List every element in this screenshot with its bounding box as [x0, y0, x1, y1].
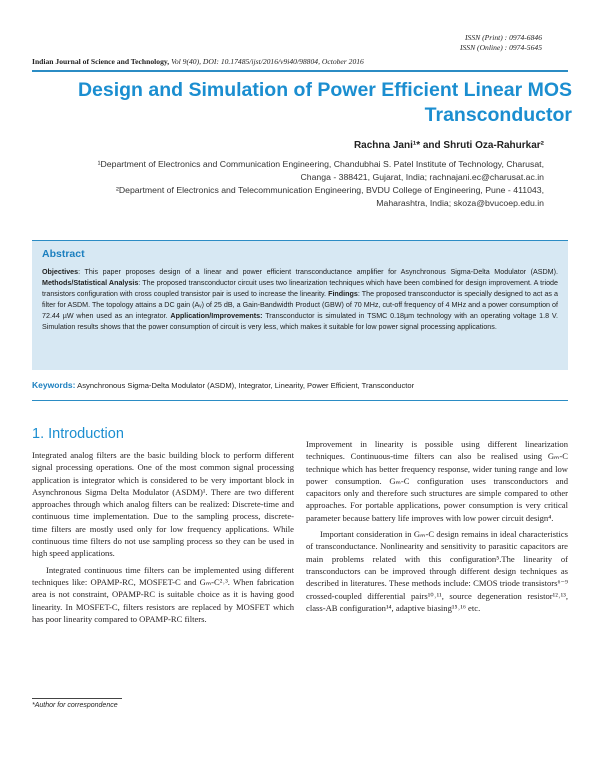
methods-label: Methods/Statistical Analysis — [42, 279, 139, 288]
journal-details: Vol 9(40), DOI: 10.17485/ijst/2016/v9i40/98804, October 2016 — [171, 57, 364, 66]
column-left — [32, 449, 294, 629]
keywords-text: Asynchronous Sigma-Delta Modulator (ASDM), Integrator, Linearity, Power Efficient, Transconductor — [77, 381, 415, 390]
keywords-rule — [32, 400, 568, 401]
affiliation-1: ¹Department of Electronics and Communication Engineering, Chandubhai S. Patel Institute of Technology, Charusat, Changa - 388421, Gujarat, India; rachnajani.ec@charusat.ac.in — [97, 159, 544, 182]
abstract-text — [42, 267, 558, 334]
methods-text: : The proposed transconductor circuit uses two linearization techniques which have been combined for design improvement. A triode transistors configuration with cross coupled transistor pair is used to increase the linearity. — [42, 279, 558, 299]
objectives-text: : This paper proposes design of a linear and power efficient transconductance amplifier for Asynchronous Sigma-Delta Modulator (ASDM). — [78, 268, 558, 276]
issn-block — [342, 33, 542, 53]
applications-label: Application/Improvements: — [170, 312, 263, 321]
abstract-heading: Abstract — [42, 248, 85, 260]
footnote-rule — [32, 698, 122, 699]
footnote: *Author for correspondence — [32, 702, 118, 709]
keywords-label: Keywords: — [32, 380, 76, 390]
paragraph: Integrated continuous time filters can be implemented using different techniques like: OPAMP-RC, MOSFET-C and Gₘ-C²˒³. When fabrication area is not constraint, OPAMP-RC is suitable choice as it is having good linearity. In MOSFET-C, filters resistors are replaced by MOSFET which has poor linearity compared to OPAMP-RC filters. — [32, 564, 294, 624]
findings-label: Findings — [328, 290, 358, 299]
issn-online: ISSN (Online) : 0974-5645 — [459, 43, 542, 52]
paragraph: Integrated analog filters are the basic building block to perform different signal processing operations. One of the most common signal processing application is integrator which is considered to be very important block in Asynchronous Sigma Delta Modulator (ASDM)¹. There are two different approaches through which analog filters can be realized: Discrete-time and continuous time implementation. Due to the sampling process, discrete-time filters are mostly used only for low frequency applications. While continuous time filters do not use sampling process so they can be used in high speed applications. — [32, 450, 294, 559]
paragraph: Improvement in linearity is possible using different linearization techniques. Continuous-time filters can also be realised using Gₘ-C technique which has better frequency response, wider tuning range and low power consumption. Gₘ-C configuration uses transconductors and capacitors only and therefore such structures are simple compared to other approaches. For portable applications, power consumption is very critical parameter because battery life improves with low power circuit design⁴. — [306, 439, 568, 523]
objectives-label: Objectives — [42, 268, 79, 276]
abstract-box — [32, 240, 568, 370]
issn-print: ISSN (Print) : 0974-6846 — [465, 33, 542, 42]
header-rule — [32, 70, 568, 72]
keywords — [32, 380, 568, 390]
authors: Rachna Jani¹* and Shruti Oza-Rahurkar² — [353, 140, 544, 151]
column-right — [306, 438, 568, 618]
journal-name: Indian Journal of Science and Technology, — [32, 57, 170, 66]
affiliation-2: ²Department of Electronics and Telecommunication Engineering, BVDU College of Engineering, Pune - 411043, Maharashtra, India; skoza@bvucoep.edu.in — [115, 185, 544, 208]
findings-text: : The proposed transconductor is specially designed to act as a filter for ASDM. The topology attains a DC gain (Aᵥ) of 25 dB, a Gain-Bandwidth Product (GBW) of 70 MHz, cut-off frequency of 4 MHz and a power consumption of 72.44 µW when used as an integrator. — [42, 290, 558, 321]
paper-title: Design and Simulation of Power Efficient Linear MOS Transconductor — [77, 79, 572, 126]
paragraph: Important consideration in Gₘ-C design remains in ideal characteristics of transconductance. Nonlinearity and sensitivity to parasitic capacitors are main problems related with this configuration⁵.The linearity of transconductors can be improved through different design techniques as described in literatures. These methods include: CMOS triode transistors⁶⁻⁹ crossed-coupled differential pairs¹⁰˒¹¹, source degeneration resistor¹²˒¹³, class-AB configuration¹⁴, adaptive biasing¹⁵˒¹⁶ etc. — [306, 529, 568, 613]
journal-citation — [32, 57, 552, 66]
section-heading-introduction: 1. Introduction — [32, 426, 124, 442]
applications-text: Transconductor is simulated in TSMC 0.18µm technology with an operating voltage 1.8 V. Simulation results shows that the power consumption of circuit is very less, which makes it suitable for low power signal processing applications. — [42, 312, 558, 332]
